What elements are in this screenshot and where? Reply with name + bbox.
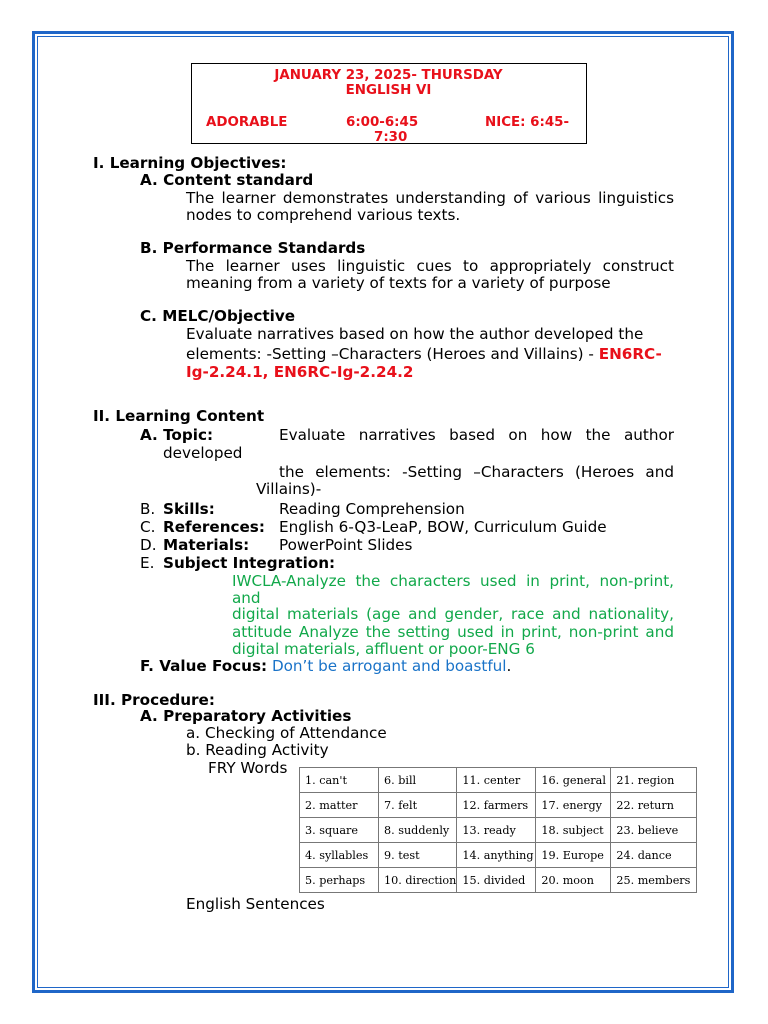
fry-words-table <box>299 767 697 893</box>
integration-line4: attitude Analyze the setting used in print, non-print and <box>232 623 674 641</box>
content-standard-line2: nodes to comprehend various texts. <box>186 206 461 224</box>
table-row <box>300 843 697 868</box>
fry-word-cell: 1. can't <box>300 768 379 793</box>
topic-line2: developed <box>163 444 243 462</box>
header-time-adorable: 6:00-6:45 <box>346 115 419 130</box>
content-standard-line1: The learner demonstrates understanding of various linguistics <box>186 189 674 207</box>
fry-word-cell: 4. syllables <box>300 843 379 868</box>
english-sentences-label: English Sentences <box>186 895 325 913</box>
fry-word-cell: 21. region <box>611 768 697 793</box>
fry-word-cell: 18. subject <box>536 818 611 843</box>
references-letter: C. <box>140 518 156 536</box>
integration-line3: digital materials (age and gender, race and nationality, <box>232 605 674 623</box>
melc-line2 <box>186 345 662 363</box>
fry-word-cell: 14. anything <box>457 843 536 868</box>
melc-line1: Evaluate narratives based on how the author developed the <box>186 325 644 343</box>
materials-label: Materials: <box>163 536 250 554</box>
table-row <box>300 868 697 893</box>
fry-word-cell: 24. dance <box>611 843 697 868</box>
learning-content-heading: II. Learning Content <box>93 407 265 425</box>
materials-value: PowerPoint Slides <box>279 536 413 554</box>
objectives-heading: I. Learning Objectives: <box>93 154 287 172</box>
header-date: JANUARY 23, 2025- THURSDAY <box>274 68 503 83</box>
fry-word-cell: 16. general <box>536 768 611 793</box>
fry-word-cell: 22. return <box>611 793 697 818</box>
integration-line1: IWCLA-Analyze the characters used in print, non-print, <box>232 572 674 590</box>
fry-word-cell: 25. members <box>611 868 697 893</box>
value-focus <box>140 657 511 675</box>
topic-label: A. Topic: <box>140 426 214 444</box>
skills-label: Skills: <box>163 500 215 518</box>
fry-word-cell: 15. divided <box>457 868 536 893</box>
fry-word-cell: 8. suddenly <box>379 818 457 843</box>
fry-word-cell: 12. farmers <box>457 793 536 818</box>
melc-code-b: Ig-2.24.1, EN6RC-Ig-2.24.2 <box>186 363 414 381</box>
procedure-heading: III. Procedure: <box>93 691 215 709</box>
header-section-adorable: ADORABLE <box>206 115 288 130</box>
performance-standards-heading: B. Performance Standards <box>140 239 366 257</box>
preparatory-activities-heading: A. Preparatory Activities <box>140 707 352 725</box>
topic-line4: Villains)- <box>256 480 322 498</box>
fry-word-cell: 17. energy <box>536 793 611 818</box>
melc-line2-text: elements: -Setting –Characters (Heroes and Villains) - <box>186 345 599 363</box>
fry-word-cell: 3. square <box>300 818 379 843</box>
reading-activity: b. Reading Activity <box>186 741 329 759</box>
fry-word-cell: 13. ready <box>457 818 536 843</box>
fry-word-cell: 19. Europe <box>536 843 611 868</box>
integration-label: Subject Integration: <box>163 554 336 572</box>
checking-attendance: a. Checking of Attendance <box>186 724 387 742</box>
fry-word-cell: 9. test <box>379 843 457 868</box>
skills-letter: B. <box>140 500 156 518</box>
fry-word-cell: 2. matter <box>300 793 379 818</box>
fry-word-cell: 23. believe <box>611 818 697 843</box>
value-focus-period: . <box>506 657 512 675</box>
references-value: English 6-Q3-LeaP, BOW, Curriculum Guide <box>279 518 607 536</box>
topic-line1: Evaluate narratives based on how the author <box>279 426 674 444</box>
header-subject: ENGLISH VI <box>345 83 432 98</box>
value-focus-label: F. Value Focus: <box>140 657 268 675</box>
melc-code-a: EN6RC- <box>598 345 662 363</box>
topic-line3: the elements: -Setting –Characters (Heroes and <box>279 463 674 481</box>
header-time-adorable-end: 7:30 <box>374 130 408 145</box>
header-box <box>191 63 587 144</box>
table-row <box>300 768 697 793</box>
fry-word-cell: 7. felt <box>379 793 457 818</box>
integration-letter: E. <box>140 554 155 572</box>
header-section-nice: NICE: 6:45- <box>485 115 570 130</box>
materials-letter: D. <box>140 536 157 554</box>
fry-word-cell: 5. perhaps <box>300 868 379 893</box>
value-focus-text: Don’t be arrogant and boastful <box>271 657 507 675</box>
fry-word-cell: 6. bill <box>379 768 457 793</box>
fry-word-cell: 11. center <box>457 768 536 793</box>
fry-word-cell: 10. direction <box>379 868 457 893</box>
content-standard-heading: A. Content standard <box>140 171 314 189</box>
integration-line5: digital materials, affluent or poor-ENG 6 <box>232 640 535 658</box>
integration-line2: and <box>232 589 261 607</box>
melc-heading: C. MELC/Objective <box>140 307 296 325</box>
skills-value: Reading Comprehension <box>279 500 465 518</box>
table-row <box>300 818 697 843</box>
performance-standards-line2: meaning from a variety of texts for a variety of purpose <box>186 274 611 292</box>
performance-standards-line1: The learner uses linguistic cues to appropriately construct <box>186 257 674 275</box>
table-row <box>300 793 697 818</box>
references-label: References: <box>163 518 265 536</box>
fry-words-label: FRY Words <box>208 759 288 777</box>
fry-word-cell: 20. moon <box>536 868 611 893</box>
